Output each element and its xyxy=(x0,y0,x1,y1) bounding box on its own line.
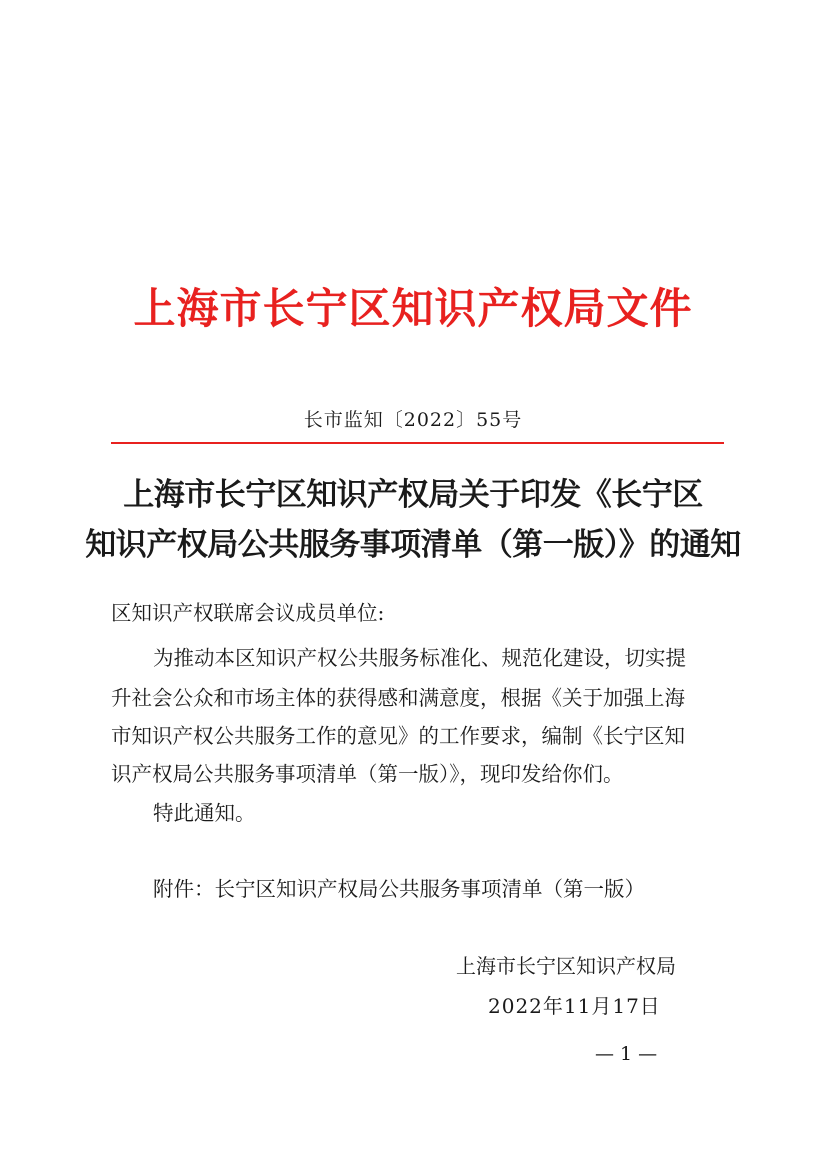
body-line-2: 升社会公众和市场主体的获得感和满意度，根据《关于加强上海 xyxy=(111,686,685,710)
document-title-line-2: 知识产权局公共服务事项清单（第一版）》的通知 xyxy=(85,527,741,563)
signing-authority: 上海市长宁区知识产权局 xyxy=(456,954,676,978)
document-number: 长市监知〔2022〕55号 xyxy=(303,409,523,431)
issue-date: 2022年11月17日 xyxy=(488,994,661,1018)
recipient-line: 区知识产权联席会议成员单位: xyxy=(111,601,385,625)
body-line-4: 识产权局公共服务事项清单（第一版）》，现印发给你们。 xyxy=(111,762,624,786)
page-number: — 1 — xyxy=(595,1043,658,1065)
document-title-line-1: 上海市长宁区知识产权局关于印发《长宁区 xyxy=(123,477,703,513)
body-line-3: 市知识产权公共服务工作的意见》的工作要求，编制《长宁区知 xyxy=(111,724,685,748)
issuer-header-title: 上海市长宁区知识产权局文件 xyxy=(133,284,693,333)
attachment-line: 附件：长宁区知识产权局公共服务事项清单（第一版） xyxy=(153,877,645,901)
red-divider-line xyxy=(111,442,724,444)
body-line-1: 为推动本区知识产权公共服务标准化、规范化建设，切实提 xyxy=(153,646,686,670)
document-title xyxy=(0,470,826,570)
closing-line: 特此通知。 xyxy=(153,801,256,825)
